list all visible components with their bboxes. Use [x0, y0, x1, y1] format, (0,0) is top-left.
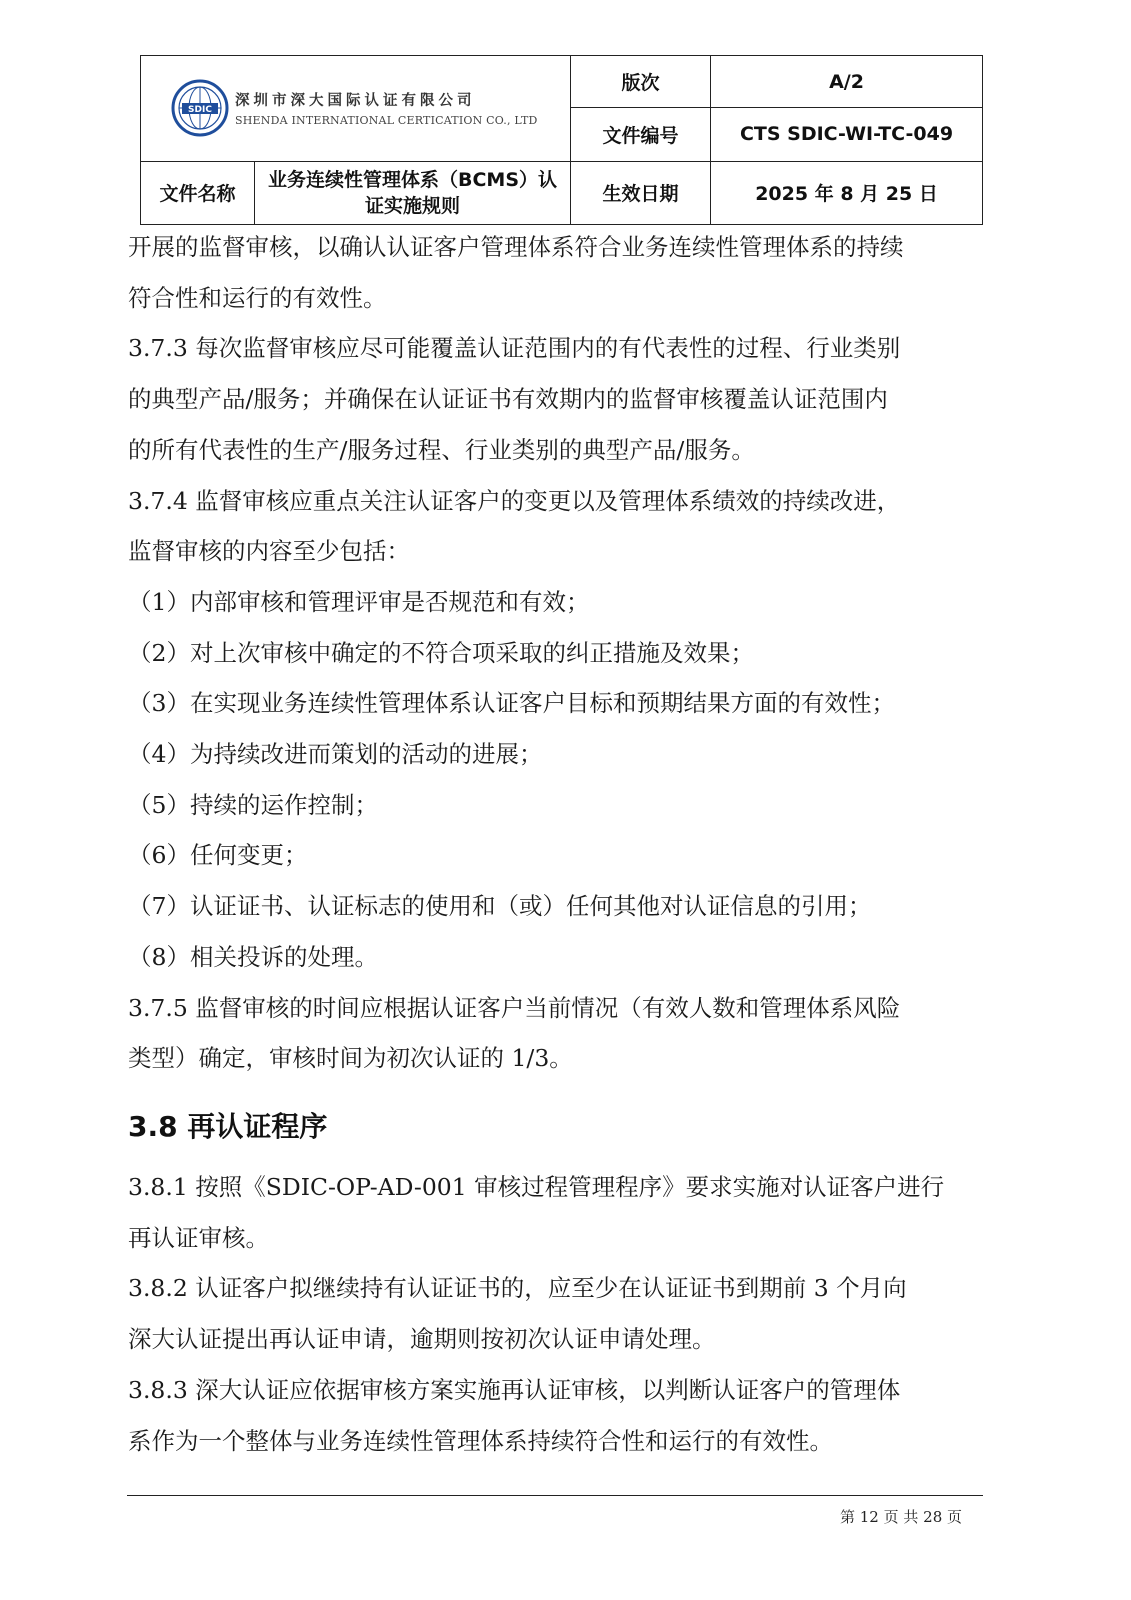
document-header-table	[140, 55, 983, 225]
logo-letters: SDIC	[188, 105, 212, 116]
list-item: （5）持续的运作控制；	[128, 790, 378, 819]
paragraph-line: 类型）确定，审核时间为初次认证的 1/3。	[128, 1044, 573, 1073]
section-heading: 3.8 再认证程序	[128, 1110, 328, 1143]
list-item: （8）相关投诉的处理。	[128, 942, 378, 971]
paragraph-line: 符合性和运行的有效性。	[128, 283, 387, 312]
list-item: （7）认证证书、认证标志的使用和（或）任何其他对认证信息的引用；	[128, 892, 872, 921]
footer-divider	[127, 1495, 983, 1496]
effective-date-value: 2025 年 8 月 25 日	[711, 161, 983, 224]
section-body-text	[128, 1162, 988, 1466]
company-logo-icon	[171, 79, 229, 137]
company-name-en: SHENDA INTERNATIONAL CERTICATION CO., LTD	[235, 114, 538, 128]
paragraph-line: 3.8.2 认证客户拟继续持有认证证书的，应至少在认证证书到期前 3 个月向	[128, 1274, 907, 1303]
paragraph-line: 的典型产品/服务；并确保在认证证书有效期内的监督审核覆盖认证范围内	[128, 385, 888, 414]
list-item: （4）为持续改进而策划的活动的进展；	[128, 740, 543, 769]
paragraph-line: 深大认证提出再认证申请，逾期则按初次认证申请处理。	[128, 1325, 716, 1354]
body-text	[128, 222, 988, 1084]
paragraph-line: 3.7.3 每次监督审核应尽可能覆盖认证范围内的有代表性的过程、行业类别	[128, 334, 901, 363]
paragraph-line: 系作为一个整体与业务连续性管理体系持续符合性和运行的有效性。	[128, 1426, 833, 1455]
paragraph-line: 3.8.3 深大认证应依据审核方案实施再认证审核，以判断认证客户的管理体	[128, 1375, 901, 1404]
file-name-value: 业务连续性管理体系（BCMS）认证实施规则	[255, 161, 571, 224]
version-label: 版次	[571, 56, 711, 108]
company-logo-cell	[141, 56, 571, 162]
paragraph-line: 3.7.5 监督审核的时间应根据认证客户当前情况（有效人数和管理体系风险	[128, 993, 901, 1022]
page-number: 第 12 页 共 28 页	[840, 1508, 963, 1526]
file-name-label: 文件名称	[141, 161, 255, 224]
list-item: （6）任何变更；	[128, 841, 308, 870]
paragraph-line: 开展的监督审核，以确认认证客户管理体系符合业务连续性管理体系的持续	[128, 233, 904, 261]
paragraph-line: 的所有代表性的生产/服务过程、行业类别的典型产品/服务。	[128, 435, 755, 464]
company-name-cn: 深圳市深大国际认证有限公司	[235, 92, 476, 110]
file-number-value: CTS SDIC-WI-TC-049	[711, 108, 983, 161]
paragraph-line: 3.7.4 监督审核应重点关注认证客户的变更以及管理体系绩效的持续改进，	[128, 486, 901, 515]
paragraph-line: 3.8.1 按照《SDIC-OP-AD-001 审核过程管理程序》要求实施对认证客户进行	[128, 1173, 945, 1201]
version-value: A/2	[711, 56, 983, 108]
list-item: （1）内部审核和管理评审是否规范和有效；	[128, 587, 590, 616]
effective-date-label: 生效日期	[571, 161, 711, 224]
list-item: （3）在实现业务连续性管理体系认证客户目标和预期结果方面的有效性；	[128, 689, 895, 718]
paragraph-line: 再认证审核。	[128, 1223, 269, 1252]
file-number-label: 文件编号	[571, 108, 711, 161]
list-item: （2）对上次审核中确定的不符合项采取的纠正措施及效果；	[128, 638, 754, 667]
paragraph-line: 监督审核的内容至少包括：	[128, 537, 410, 566]
